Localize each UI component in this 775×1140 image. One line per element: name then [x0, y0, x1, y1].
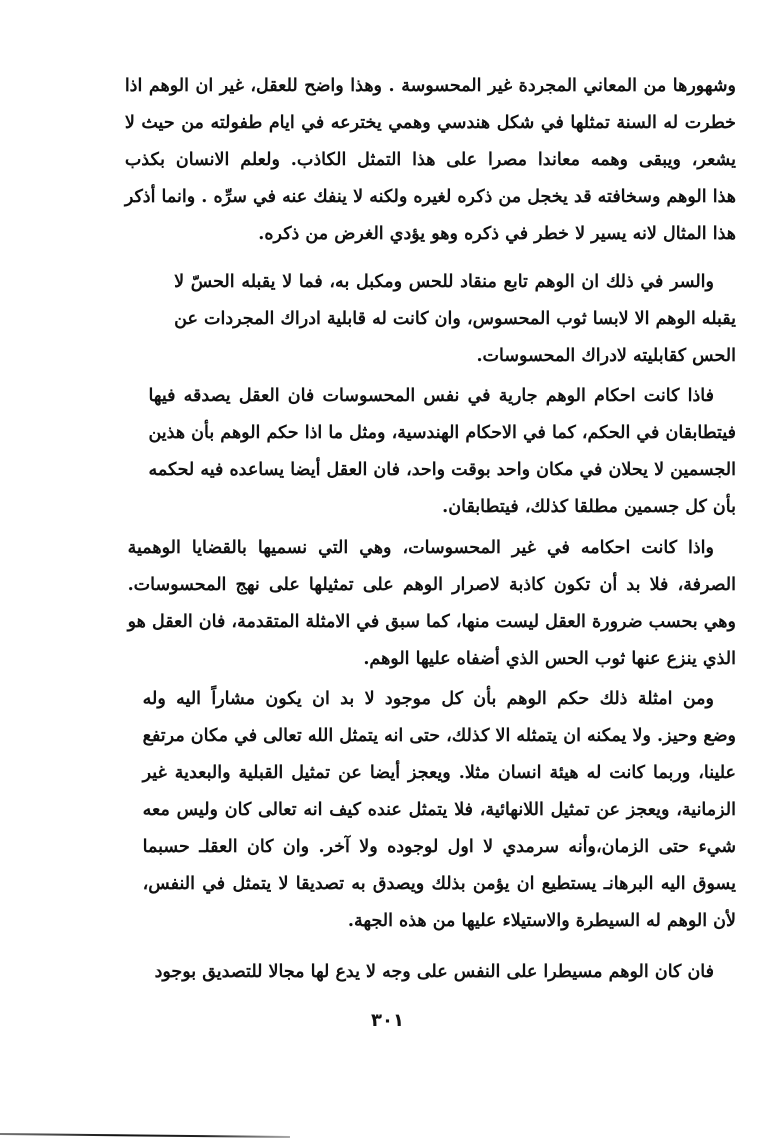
text-line: الزمانية، ويعجز عن تمثيل اللانهائية، فلا يتمثل عنده كيف انه تعالى كان وليس معه	[142, 800, 736, 820]
text-line: الذي ينزع عنها ثوب الحس الذي أضفاه عليها الوهم.	[363, 649, 736, 669]
scan-edge-rule	[0, 1133, 290, 1138]
text-line: الحس كقابليته لادراك المحسوسات.	[476, 346, 736, 366]
text-line: هذا المثال لانه يسير لا خطر في ذكره وهو يؤدي الغرض من ذكره.	[258, 224, 736, 244]
text-line: الجسمين لا يحلان في مكان واحد بوقت واحد، فان العقل أيضا يساعده فيه لحكمه	[148, 460, 736, 480]
text-line: وهي بحسب ضرورة العقل ليست منها، كما سبق في الامثلة المتقدمة، فان العقل هو	[127, 612, 736, 632]
text-line: واذا كانت احكامه في غير المحسوسات، وهي التي نسميها بالقضايا الوهمية	[127, 538, 714, 558]
paragraph-6	[155, 954, 736, 991]
text-line: وضع وحيز. ولا يمكنه ان يتمثله الا كذلك، حتى انه يتمثل الله تعالى في مكان مرتفع	[142, 726, 736, 746]
text-line: والسر في ذلك ان الوهم تابع منقاد للحس ومكبل به، فما لا يقبله الحسّ لا	[174, 272, 714, 292]
text-line: فيتطابقان في الحكم، كما في الاحكام الهندسية، ومثل ما اذا حكم الوهم بأن هذين	[148, 423, 736, 443]
page-number: ٣٠١	[371, 1010, 404, 1031]
paragraph-2	[174, 264, 736, 375]
text-line: وشهورها من المعاني المجردة غير المحسوسة . وهذا واضح للعقل، غير ان الوهم اذا	[124, 76, 736, 96]
paragraph-3	[148, 378, 736, 526]
text-line: يقبله الوهم الا لابسا ثوب المحسوس، وان كانت له قابلية ادراك المجردات عن	[174, 309, 736, 329]
text-line: ومن امثلة ذلك حكم الوهم بأن كل موجود لا بد ان يكون مشاراً اليه وله	[142, 689, 714, 709]
text-line: هذا الوهم وسخافته قد يخجل من ذكره لغيره ولكنه لا ينفك عنه في سرِّه . وانما أذكر	[124, 187, 736, 207]
text-line: شيء حتى الزمان،وأنه سرمدي لا اول لوجوده ولا آخر. وان كان العقلـ حسبما	[142, 837, 736, 857]
paragraph-1	[125, 68, 736, 253]
text-line: علينا، وربما كانت له هيئة انسان مثلا. ويعجز أيضا عن تمثيل القبلية والبعدية غير	[142, 763, 736, 783]
paragraph-5	[143, 681, 736, 940]
text-line: يشعر، ويبقى وهمه معاندا مصرا على هذا التمثل الكاذب. ولعلم الانسان بكذب	[124, 150, 736, 170]
text-line: لأن الوهم له السيطرة والاستيلاء عليها من هذه الجهة.	[347, 911, 736, 931]
text-line: فان كان الوهم مسيطرا على النفس على وجه لا يدع لها مجالا للتصديق بوجود	[154, 962, 714, 982]
paragraph-4	[128, 530, 736, 678]
text-line: يسوق اليه البرهانـ يستطيع ان يؤمن بذلك ويصدق به تصديقا لا يتمثل في النفس،	[142, 874, 736, 894]
text-line: بأن كل جسمين مطلقا كذلك، فيتطابقان.	[442, 497, 736, 517]
text-line: خطرت له السنة تمثلها في شكل هندسي وهمي يخترعه في ايام طفولته من حيث لا	[124, 113, 736, 133]
text-line: فاذا كانت احكام الوهم جارية في نفس المحسوسات فان العقل يصدقه فيها	[148, 386, 714, 406]
text-line: الصرفة، فلا بد أن تكون كاذبة لاصرار الوهم على تمثيلها على نهج المحسوسات.	[127, 575, 736, 595]
